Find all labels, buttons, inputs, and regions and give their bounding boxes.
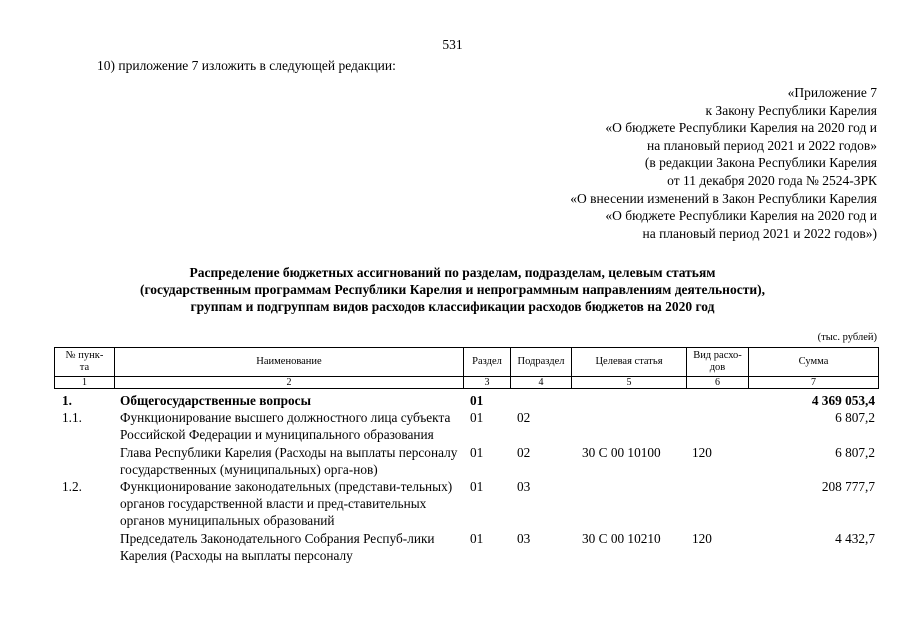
title-line: группам и подгруппам видов расходов классификации расходов бюджетов на 2020 год (190, 299, 715, 314)
row-summa: 6 807,2 (835, 410, 875, 426)
table-header (54, 347, 879, 389)
row-num: 1.2. (62, 479, 82, 495)
table-row (54, 444, 878, 478)
page-number: 531 (442, 37, 463, 52)
table-row (54, 409, 878, 443)
col-number: 3 (464, 377, 511, 389)
row-razdel: 01 (470, 410, 484, 426)
col-header-celevaya: Целевая статья (572, 348, 687, 377)
row-name: Функционирование законодательных (представи-тельных) органов государственной власти и пред-ставительных органов муниципальных образований (120, 479, 453, 529)
appendix-line: «О бюджете Республики Карелия на 2020 год и (605, 208, 877, 224)
appendix-heading (570, 84, 877, 242)
appendix-line: «Приложение 7 (787, 85, 877, 100)
row-podrazdel: 03 (517, 530, 531, 546)
col-number: 2 (115, 377, 464, 389)
appendix-line: «О внесении изменений в Закон Республики Карелия (570, 190, 877, 206)
units-label: (тыс. рублей) (817, 332, 877, 343)
document-title (0, 264, 905, 315)
col-number: 1 (55, 377, 115, 389)
appendix-line: «О бюджете Республики Карелия на 2020 год и (605, 120, 877, 136)
table-row (54, 392, 878, 409)
row-podrazdel: 03 (517, 479, 531, 495)
table-body (54, 392, 878, 564)
row-summa: 4 369 053,4 (811, 393, 875, 408)
row-summa: 4 432,7 (835, 530, 875, 546)
title-line: Распределение бюджетных ассигнований по разделам, подразделам, целевым статьям (189, 265, 716, 280)
appendix-line: (в редакции Закона Республики Карелия (644, 155, 877, 171)
row-name: Общегосударственные вопросы (120, 393, 311, 408)
row-name: Функционирование высшего должностного лица субъекта Российской Федерации и муниципального образования (120, 410, 451, 443)
col-header-razdel: Раздел (464, 348, 511, 377)
row-podrazdel: 02 (517, 444, 531, 460)
col-number: 5 (572, 377, 687, 389)
row-name: Глава Республики Карелия (Расходы на выплаты персоналу государственных (муниципальных) орга-нов) (120, 444, 458, 477)
row-num: 1. (62, 393, 72, 408)
col-header-vid: Вид расхо- дов (687, 348, 749, 377)
row-razdel: 01 (470, 444, 484, 460)
intro-text: 10) приложение 7 изложить в следующей редакции: (97, 58, 396, 73)
table-row (54, 530, 878, 564)
row-summa: 208 777,7 (821, 479, 875, 495)
col-header-summa: Сумма (749, 348, 879, 377)
table-row (54, 478, 878, 530)
row-razdel: 01 (470, 393, 484, 408)
appendix-line: на плановый период 2021 и 2022 годов» (646, 137, 877, 153)
appendix-line: от 11 декабря 2020 года № 2524-ЗРК (667, 172, 877, 188)
col-number: 6 (687, 377, 749, 389)
row-podrazdel: 02 (517, 410, 531, 426)
appendix-line: к Закону Республики Карелия (705, 102, 877, 118)
row-razdel: 01 (470, 530, 484, 546)
row-razdel: 01 (470, 479, 484, 495)
col-header-name: Наименование (115, 348, 464, 377)
row-celevaya: 30 С 00 10210 (582, 530, 661, 546)
row-summa: 6 807,2 (835, 444, 875, 460)
row-vid: 120 (692, 530, 712, 546)
row-celevaya: 30 С 00 10100 (582, 444, 661, 460)
row-name: Председатель Законодательного Собрания Респуб-лики Карелия (Расходы на выплаты персоналу (120, 530, 435, 563)
row-num: 1.1. (62, 410, 82, 426)
title-line: (государственным программам Республики Карелия и непрограммным направлениям деятельности), (139, 282, 765, 297)
appendix-line: на плановый период 2021 и 2022 годов») (642, 225, 877, 241)
row-vid: 120 (692, 444, 712, 460)
col-number: 4 (511, 377, 572, 389)
col-number: 7 (749, 377, 879, 389)
col-header-num: № пунк- та (55, 348, 115, 377)
col-header-podrazdel: Подраздел (511, 348, 572, 377)
